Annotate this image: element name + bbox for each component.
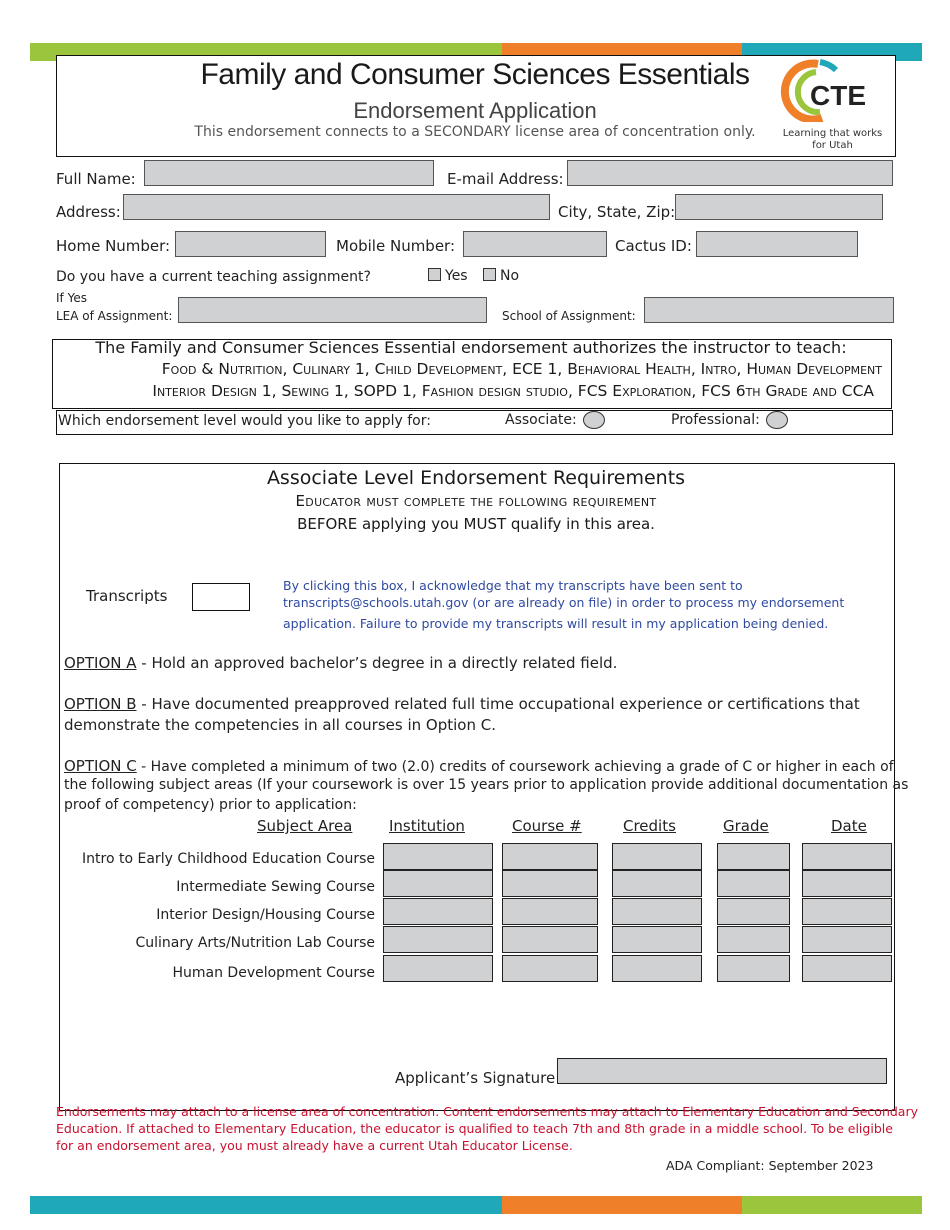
row3-credits-input[interactable] (612, 898, 702, 925)
cactus-id-label: Cactus ID: (615, 237, 692, 255)
lea-input[interactable] (178, 297, 487, 323)
yes-label: Yes (445, 268, 468, 284)
row5-course-input[interactable] (502, 955, 598, 982)
row5-grade-input[interactable] (717, 955, 790, 982)
row4-course-input[interactable] (502, 926, 598, 953)
header-credits: Credits (623, 817, 676, 835)
bottom-bar-teal (30, 1196, 502, 1214)
row4-credits-input[interactable] (612, 926, 702, 953)
row2-grade-input[interactable] (717, 870, 790, 897)
option-b-label: OPTION B (64, 695, 137, 713)
city-state-zip-input[interactable] (675, 194, 883, 220)
bottom-bar-green (742, 1196, 922, 1214)
associate-radio[interactable] (583, 411, 605, 429)
option-b (64, 695, 860, 713)
row3-grade-input[interactable] (717, 898, 790, 925)
cactus-id-input[interactable] (696, 231, 858, 257)
cte-logo-tagline-2: for Utah (812, 140, 853, 151)
row1-credits-input[interactable] (612, 843, 702, 870)
professional-option[interactable] (671, 411, 788, 429)
row3-date-input[interactable] (802, 898, 892, 925)
header-course-number: Course # (512, 817, 582, 835)
header-date: Date (831, 817, 867, 835)
option-b-text-1: - Have documented preapproved related full time occupational experience or certifications that (136, 695, 860, 713)
header-grade: Grade (723, 817, 769, 835)
no-checkbox[interactable] (483, 268, 496, 281)
footer-note-1: Endorsements may attach to a license area of concentration. Content endorsements may attach to Elementary Education and Secondary (56, 1104, 919, 1119)
no-label: No (500, 268, 520, 284)
header-institution: Institution (389, 817, 465, 835)
professional-label: Professional: (671, 412, 760, 428)
mobile-number-label: Mobile Number: (336, 237, 456, 255)
requirements-sub1: Educator must complete the following requirement (295, 492, 657, 510)
page-subtitle: Endorsement Application (353, 98, 597, 123)
city-state-zip-label: City, State, Zip: (558, 203, 676, 221)
row4-date-input[interactable] (802, 926, 892, 953)
row3-institution-input[interactable] (383, 898, 493, 925)
no-option[interactable] (483, 268, 519, 284)
lea-label: LEA of Assignment: (56, 309, 173, 323)
address-input[interactable] (123, 194, 550, 220)
transcripts-note-2: transcripts@schools.utah.gov (or are already on file) in order to process my endorsement (283, 595, 845, 610)
home-number-label: Home Number: (56, 237, 171, 255)
row3-course-input[interactable] (502, 898, 598, 925)
authorization-intro: The Family and Consumer Sciences Essential endorsement authorizes the instructor to teach: (95, 338, 847, 357)
option-c-text-1: - Have completed a minimum of two (2.0) credits of coursework achieving a grade of C or higher in each of (136, 759, 894, 775)
if-yes-label: If Yes (56, 291, 87, 305)
authorization-courses-1: Food & Nutrition, Culinary 1, Child Development, ECE 1, Behavioral Health, Intro, Human Development (161, 360, 882, 378)
teaching-question: Do you have a current teaching assignment? (56, 269, 371, 285)
requirements-title: Associate Level Endorsement Requirements (266, 467, 686, 489)
school-label: School of Assignment: (502, 309, 636, 323)
ada-compliance: ADA Compliant: September 2023 (666, 1158, 874, 1173)
email-input[interactable] (567, 160, 893, 186)
authorization-courses-2: Interior Design 1, Sewing 1, SOPD 1, Fashion design studio, FCS Exploration, FCS 6th Grade and CCA (152, 382, 874, 400)
row2-date-input[interactable] (802, 870, 892, 897)
row2-credits-input[interactable] (612, 870, 702, 897)
row1-course-input[interactable] (502, 843, 598, 870)
associate-label: Associate: (505, 412, 577, 428)
transcripts-note-1: By clicking this box, I acknowledge that my transcripts have been sent to (283, 578, 743, 593)
school-input[interactable] (644, 297, 894, 323)
cte-logo-tagline-1: Learning that works (782, 128, 883, 139)
row-label-5: Human Development Course (172, 965, 375, 981)
option-c (64, 757, 894, 775)
email-label: E-mail Address: (447, 170, 564, 188)
option-c-text-2: the following subject areas (If your coursework is over 15 years prior to application provide additional documentation as (64, 777, 909, 793)
header-note: This endorsement connects to a SECONDARY license area of concentration only. (194, 124, 756, 140)
mobile-number-input[interactable] (463, 231, 607, 257)
transcripts-note-3: application. Failure to provide my transcripts will result in my application being denied. (283, 616, 829, 631)
home-number-input[interactable] (175, 231, 326, 257)
cte-logo (780, 58, 890, 153)
address-label: Address: (56, 203, 121, 221)
row1-institution-input[interactable] (383, 843, 493, 870)
full-name-label: Full Name: (56, 170, 136, 188)
yes-option[interactable] (428, 268, 468, 284)
row4-grade-input[interactable] (717, 926, 790, 953)
level-question: Which endorsement level would you like to apply for: (58, 413, 431, 429)
page-title: Family and Consumer Sciences Essentials (200, 58, 750, 91)
transcripts-checkbox[interactable] (192, 583, 250, 611)
option-c-text-3: proof of competency) prior to application: (64, 797, 357, 813)
professional-radio[interactable] (766, 411, 788, 429)
row-label-3: Interior Design/Housing Course (156, 907, 375, 923)
cte-logo-text: CTE (810, 80, 866, 111)
row1-grade-input[interactable] (717, 843, 790, 870)
requirements-sub2: BEFORE applying you MUST qualify in this area. (297, 515, 655, 533)
option-a (64, 654, 617, 672)
row-label-2: Intermediate Sewing Course (176, 879, 375, 895)
row5-date-input[interactable] (802, 955, 892, 982)
bottom-bar-orange (502, 1196, 742, 1214)
footer-note-3: for an endorsement area, you must already have a current Utah Educator License. (56, 1138, 573, 1153)
full-name-input[interactable] (144, 160, 434, 186)
row5-institution-input[interactable] (383, 955, 493, 982)
option-a-label: OPTION A (64, 654, 137, 672)
row-label-1: Intro to Early Childhood Education Course (82, 851, 375, 867)
row4-institution-input[interactable] (383, 926, 493, 953)
yes-checkbox[interactable] (428, 268, 441, 281)
header-subject-area: Subject Area (257, 817, 353, 835)
option-a-text: - Hold an approved bachelor’s degree in a directly related field. (136, 654, 618, 672)
row1-date-input[interactable] (802, 843, 892, 870)
row2-institution-input[interactable] (383, 870, 493, 897)
row-label-4: Culinary Arts/Nutrition Lab Course (135, 935, 375, 951)
transcripts-label: Transcripts (86, 587, 168, 605)
associate-option[interactable] (505, 411, 605, 429)
signature-label: Applicant’s Signature (395, 1069, 556, 1087)
footer-note-2: Education. If attached to Elementary Education, the educator is qualified to teach 7th and 8th grade in a middle school. To be eligible (56, 1121, 893, 1136)
row5-credits-input[interactable] (612, 955, 702, 982)
signature-input[interactable] (557, 1058, 887, 1084)
option-b-text-2: demonstrate the competencies in all courses in Option C. (64, 716, 496, 734)
option-c-label: OPTION C (64, 757, 137, 775)
row2-course-input[interactable] (502, 870, 598, 897)
